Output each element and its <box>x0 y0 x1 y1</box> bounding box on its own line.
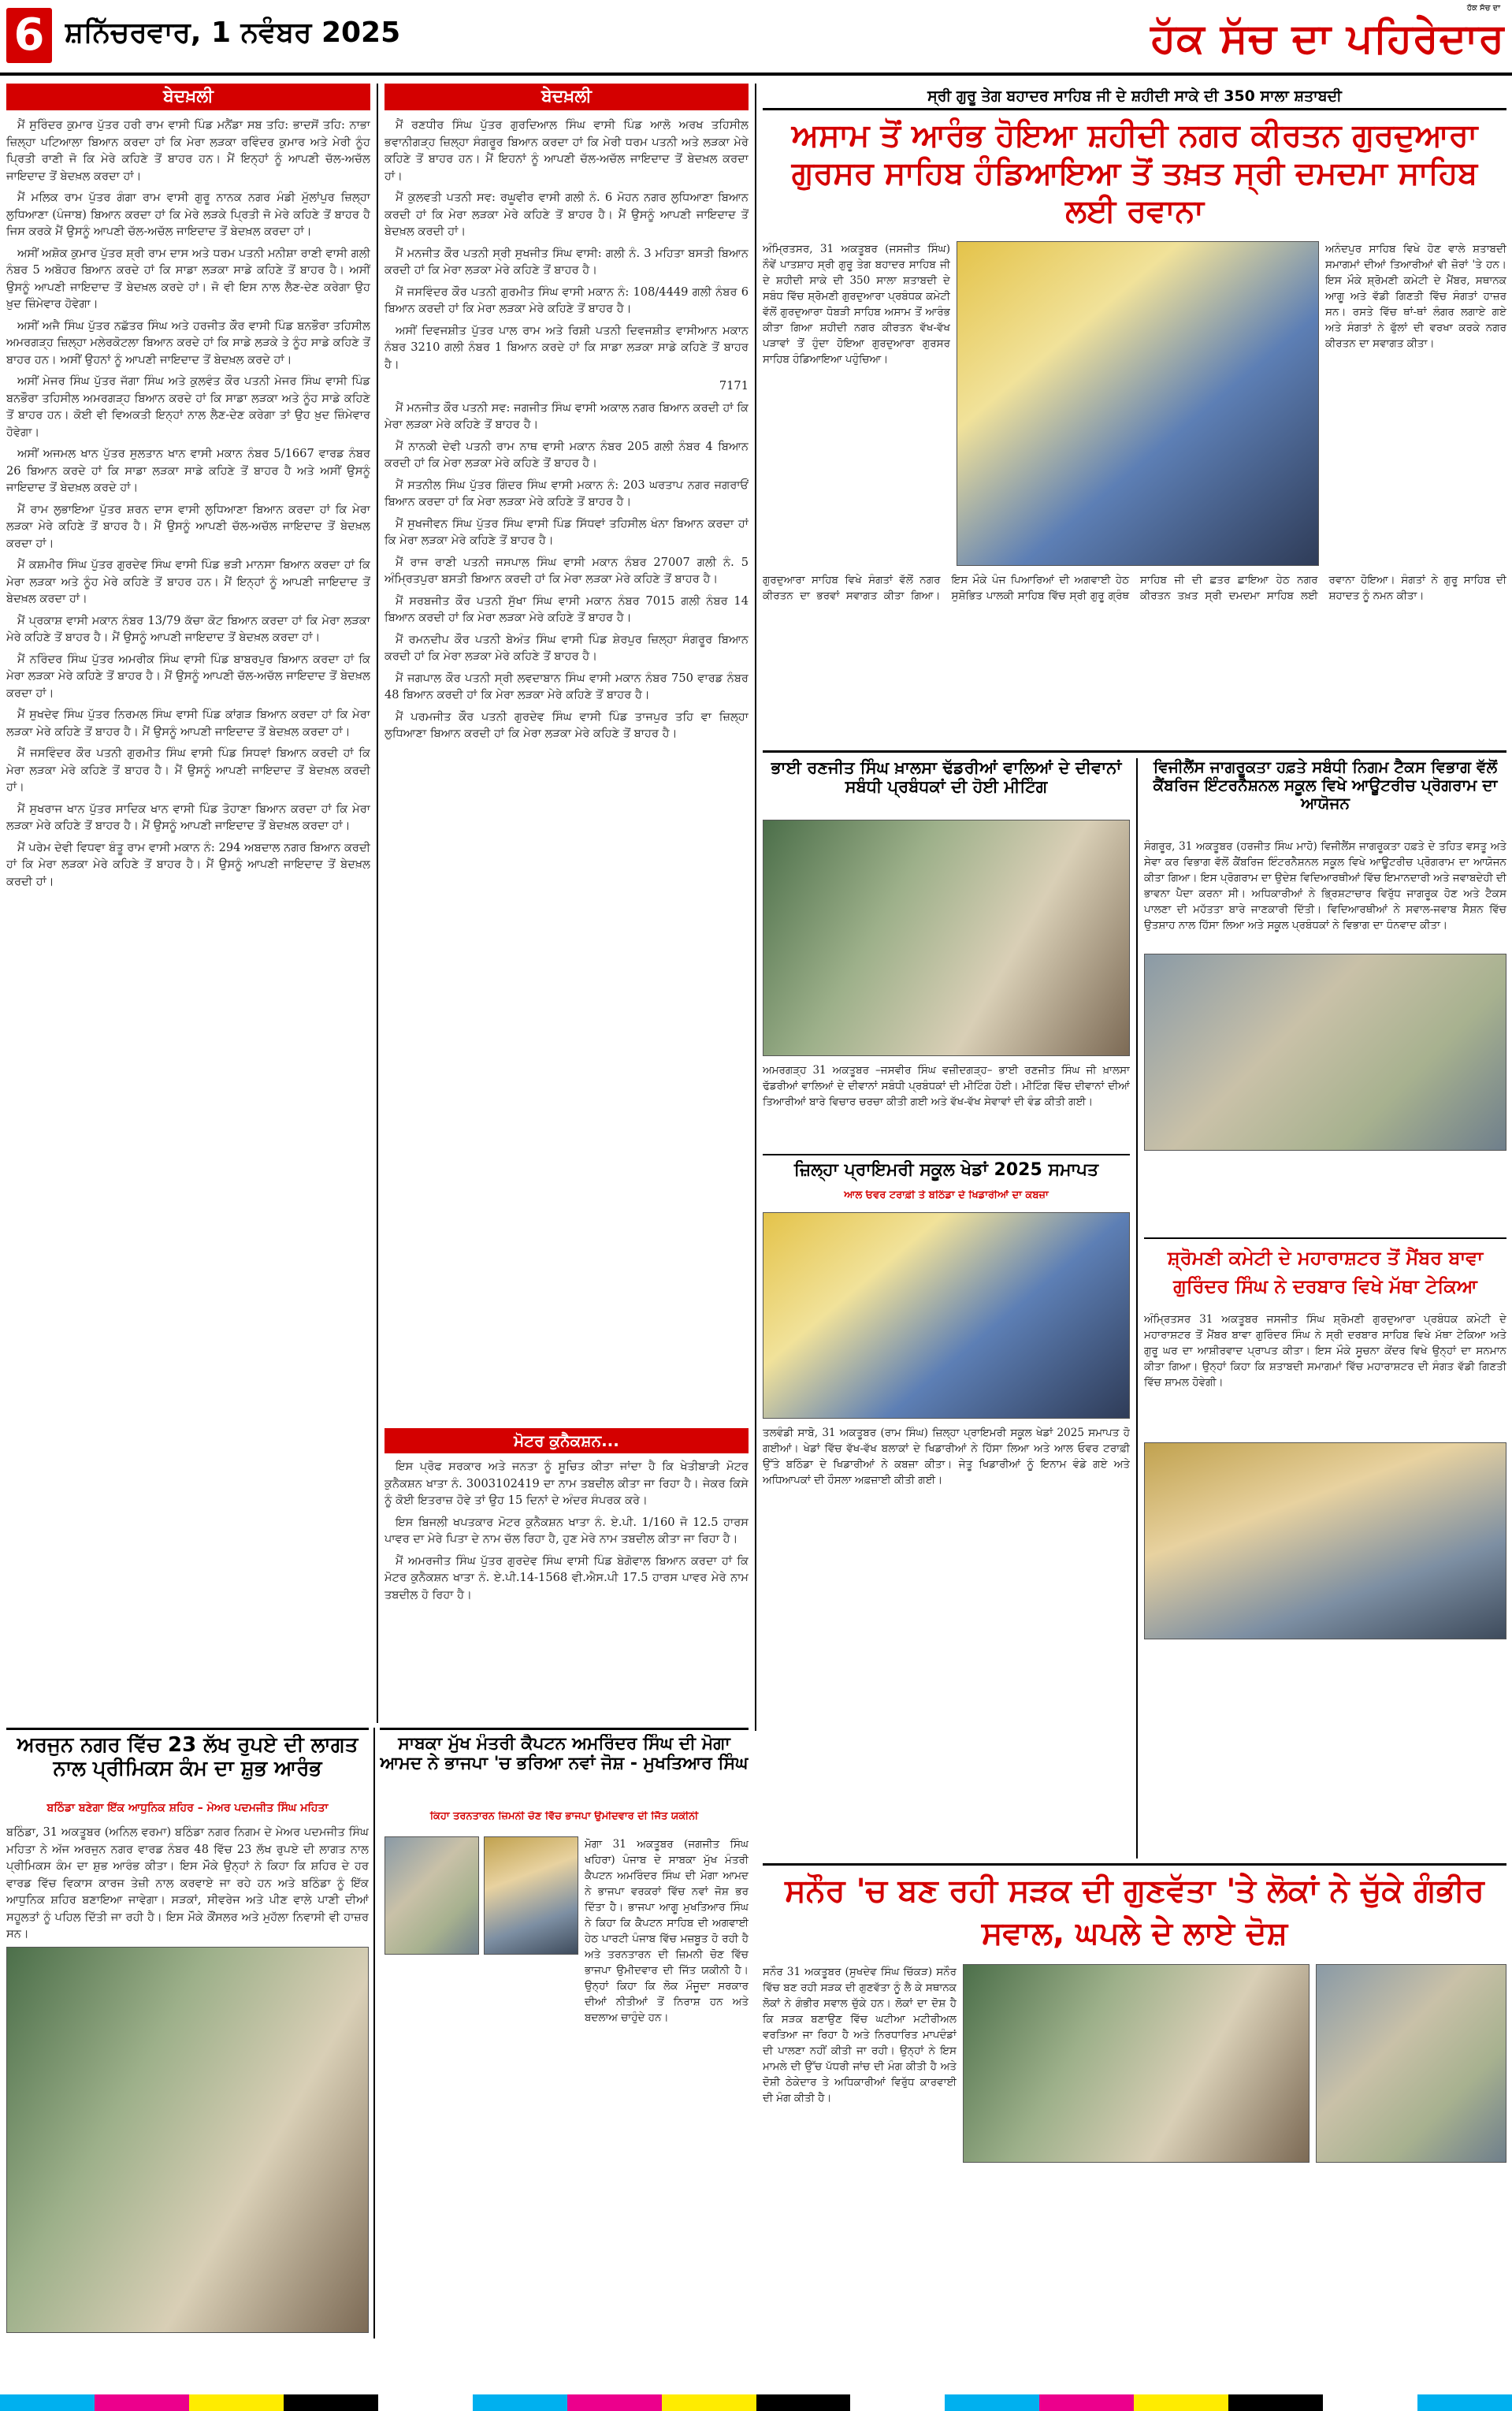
sgpc-body: ਅੰਮ੍ਰਿਤਸਰ 31 ਅਕਤੂਬਰ ਜਸਜੀਤ ਸਿੰਘ ਸ਼੍ਰੋਮਣੀ ਗੁਰਦੁਆਰਾ ਪ੍ਰਬੰਧਕ ਕਮੇਟੀ ਦੇ ਮਹਾਰਾਸ਼ਟਰ ਤੋਂ ਮੈਂਬਰ ਬਾਵਾ ਗੁਰਿੰਦਰ ਸਿੰਘ ਨੇ ਸ੍ਰੀ ਦਰਬਾਰ ਸਾਹਿਬ ਵਿਖੇ ਮੱਥਾ ਟੇਕਿਆ ਅਤੇ ਗੁਰੂ ਘਰ ਦਾ ਆਸ਼ੀਰਵਾਦ ਪ੍ਰਾਪਤ ਕੀਤਾ। ਇਸ ਮੌਕੇ ਸੂਚਨਾ ਕੇਂਦਰ ਵਿਖੇ ਉਨ੍ਹਾਂ ਦਾ ਸਨਮਾਨ ਕੀਤਾ ਗਿਆ। ਉਨ੍ਹਾਂ ਕਿਹਾ ਕਿ ਸ਼ਤਾਬਦੀ ਸਮਾਗਮਾਂ ਵਿੱਚ ਮਹਾਰਾਸ਼ਟਰ ਦੀ ਸੰਗਤ ਵੱਡੀ ਗਿਣਤੀ ਵਿੱਚ ਸ਼ਾਮਲ ਹੋਵੇਗੀ। <box>1144 1313 1506 1389</box>
arjun-body: ਬਠਿੰਡਾ, 31 ਅਕਤੂਬਰ (ਅਨਿਲ ਵਰਮਾ) ਬਠਿੰਡਾ ਨਗਰ ਨਿਗਮ ਦੇ ਮੇਅਰ ਪਦਮਜੀਤ ਸਿੰਘ ਮਹਿਤਾ ਨੇ ਅੱਜ ਅਰਜੁਨ ਨਗਰ ਵਾਰਡ ਨੰਬਰ 48 ਵਿੱਚ 23 ਲੱਖ ਰੁਪਏ ਦੀ ਲਾਗਤ ਨਾਲ ਪ੍ਰੀਮਿਕਸ ਕੰਮ ਦਾ ਸ਼ੁਭ ਆਰੰਭ ਕੀਤਾ। ਇਸ ਮੌਕੇ ਉਨ੍ਹਾਂ ਨੇ ਕਿਹਾ ਕਿ ਸ਼ਹਿਰ ਦੇ ਹਰ ਵਾਰਡ ਵਿੱਚ ਵਿਕਾਸ ਕਾਰਜ ਤੇਜ਼ੀ ਨਾਲ ਕਰਵਾਏ ਜਾ ਰਹੇ ਹਨ ਅਤੇ ਬਠਿੰਡਾ ਨੂੰ ਇੱਕ ਆਧੁਨਿਕ ਸ਼ਹਿਰ ਬਣਾਇਆ ਜਾਵੇਗਾ। ਸੜਕਾਂ, ਸੀਵਰੇਜ ਅਤੇ ਪੀਣ ਵਾਲੇ ਪਾਣੀ ਦੀਆਂ ਸਹੂਲਤਾਂ ਨੂੰ ਪਹਿਲ ਦਿੱਤੀ ਜਾ ਰਹੀ ਹੈ। ਇਸ ਮੌਕੇ ਕੌਂਸਲਰ ਅਤੇ ਮੁਹੱਲਾ ਨਿਵਾਸੀ ਵੀ ਹਾਜ਼ਰ ਸਨ। <box>6 1825 369 1940</box>
captain-photo-1 <box>385 1836 479 1955</box>
masthead: ਹੱਕ ਸੱਚ ਦਾ ਪਹਿਰੇਦਾਰ <box>1150 14 1505 62</box>
header-bar <box>0 0 1512 73</box>
motor-heading: ਮੋਟਰ ਕੁਨੈਕਸ਼ਨ... <box>385 1428 749 1453</box>
section-rule <box>763 1154 1130 1155</box>
notice-item: ਮੈਂ ਕੁਲਵਤੀ ਪਤਨੀ ਸਵ: ਰਘੂਵੀਰ ਵਾਸੀ ਗਲੀ ਨੰ. 6 ਮੋਹਨ ਨਗਰ ਲੁਧਿਆਣਾ ਬਿਆਨ ਕਰਦੀ ਹਾਂ ਕਿ ਮੇਰਾ ਲੜਕਾ ਮੇਰੇ ਕਹਿਣੇ ਤੋਂ ਬਾਹਰ ਹੈ। ਮੈਂ ਉਸਨੂੰ ਆਪਣੀ ਜਾਇਦਾਦ ਤੋਂ ਬੇਦਖ਼ਲ ਕਰਦੀ ਹਾਂ। <box>385 191 749 238</box>
col-divider <box>1136 758 1138 1858</box>
notice-item: ਮੈਂ ਮਲਿਕ ਰਾਮ ਪੁੱਤਰ ਗੰਗਾ ਰਾਮ ਵਾਸੀ ਗੁਰੂ ਨਾਨਕ ਨਗਰ ਮੰਡੀ ਮੁੱਲਾਂਪੁਰ ਜ਼ਿਲ੍ਹਾ ਲੁਧਿਆਣਾ (ਪੰਜਾਬ) ਬਿਆਨ ਕਰਦਾ ਹਾਂ ਕਿ ਮੇਰੇ ਲੜਕੇ ਪ੍ਰਿਤੀ ਜੋ ਮੇਰੇ ਕਹਿਣੇ ਤੋਂ ਬਾਹਰ ਹੈ ਜਿਸ ਕਰਕੇ ਮੈਂ ਉਸਨੂੰ ਆਪਣੀ ਚੱਲ-ਅਚੱਲ ਜਾਇਦਾਦ ਤੋਂ ਬੇਦਖ਼ਲ ਕਰਦਾ ਹਾਂ। <box>6 191 370 238</box>
notice-item: ਮੈਂ ਰਾਜ ਰਾਣੀ ਪਤਨੀ ਜਸਪਾਲ ਸਿੰਘ ਵਾਸੀ ਮਕਾਨ ਨੰਬਰ 27007 ਗਲੀ ਨੰ. 5 ਅੰਮ੍ਰਿਤਪੁਰਾ ਬਸਤੀ ਬਿਆਨ ਕਰਦੀ ਹਾਂ ਕਿ ਮੇਰਾ ਲੜਕਾ ਮੇਰੇ ਕਹਿਣੇ ਤੋਂ ਬਾਹਰ ਹੈ। <box>385 555 749 586</box>
assam-headline: ਅਸਾਮ ਤੋਂ ਆਰੰਭ ਹੋਇਆ ਸ਼ਹੀਦੀ ਨਗਰ ਕੀਰਤਨ ਗੁਰਦੁਆਰਾ ਗੁਰਸਰ ਸਾਹਿਬ ਹੰਡਿਆਇਆ ਤੋਂ ਤਖ਼ਤ ਸ੍ਰੀ ਦਮਦਮਾ ਸਾਹਿਬ ਲਈ ਰਵਾਨਾ <box>791 117 1478 229</box>
notice-item: ਅਸੀਂ ਅਸ਼ੋਕ ਕੁਮਾਰ ਪੁੱਤਰ ਸ਼੍ਰੀ ਰਾਮ ਦਾਸ ਅਤੇ ਧਰਮ ਪਤਨੀ ਮਨੀਸ਼ਾ ਰਾਣੀ ਵਾਸੀ ਗਲੀ ਨੰਬਰ 5 ਅਬੋਹਰ ਬਿਆਨ ਕਰਦੇ ਹਾਂ ਕਿ ਸਾਡਾ ਲੜਕਾ ਸਾਡੇ ਕਹਿਣੇ ਤੋਂ ਬਾਹਰ ਹੈ। ਅਸੀਂ ਉਸਨੂੰ ਆਪਣੀ ਜਾਇਦਾਦ ਤੋਂ ਬੇਦਖ਼ਲ ਕਰਦੇ ਹਾਂ। ਜੋ ਵੀ ਇਸ ਨਾਲ ਲੈਣ-ਦੇਣ ਕਰੇਗਾ ਉਹ ਖ਼ੁਦ ਜ਼ਿੰਮੇਵਾਰ ਹੋਵੇਗਾ। <box>6 246 370 311</box>
notice-item: ਮੈਂ ਜਸਵਿੰਦਰ ਕੌਰ ਪਤਨੀ ਗੁਰਮੀਤ ਸਿੰਘ ਵਾਸੀ ਪਿੰਡ ਸਿਧਵਾਂ ਬਿਆਨ ਕਰਦੀ ਹਾਂ ਕਿ ਮੇਰਾ ਲੜਕਾ ਮੇਰੇ ਕਹਿਣੇ ਤੋਂ ਬਾਹਰ ਹੈ। ਮੈਂ ਉਸਨੂੰ ਆਪਣੀ ਜਾਇਦਾਦ ਤੋਂ ਬੇਦਖ਼ਲ ਕਰਦੀ ਹਾਂ। <box>6 746 370 794</box>
notice-item: ਮੈਂ ਨਰਿੰਦਰ ਸਿੰਘ ਪੁੱਤਰ ਅਮਰੀਕ ਸਿੰਘ ਵਾਸੀ ਪਿੰਡ ਬਾਬਰਪੁਰ ਬਿਆਨ ਕਰਦਾ ਹਾਂ ਕਿ ਮੇਰਾ ਲੜਕਾ ਮੇਰੇ ਕਹਿਣੇ ਤੋਂ ਬਾਹਰ ਹੈ। ਮੈਂ ਉਸਨੂੰ ਆਪਣੀ ਚੱਲ-ਅਚੱਲ ਜਾਇਦਾਦ ਤੋਂ ਬੇਦਖ਼ਲ ਕਰਦਾ ਹਾਂ। <box>6 652 370 700</box>
notice-item: ਮੈਂ ਸੁਖਰਾਜ ਖਾਨ ਪੁੱਤਰ ਸਾਦਿਕ ਖਾਨ ਵਾਸੀ ਪਿੰਡ ਤੋਹਾਣਾ ਬਿਆਨ ਕਰਦਾ ਹਾਂ ਕਿ ਮੇਰਾ ਲੜਕਾ ਮੇਰੇ ਕਹਿਣੇ ਤੋਂ ਬਾਹਰ ਹੈ। ਮੈਂ ਉਸਨੂੰ ਆਪਣੀ ਜਾਇਦਾਦ ਤੋਂ ਬੇਦਖ਼ਲ ਕਰਦਾ ਹਾਂ। <box>6 802 370 832</box>
notice-item: ਮੈਂ ਪਰਮਜੀਤ ਕੌਰ ਪਤਨੀ ਗੁਰਦੇਵ ਸਿੰਘ ਵਾਸੀ ਪਿੰਡ ਤਾਜਪੁਰ ਤਹਿ ਵਾ ਜ਼ਿਲ੍ਹਾ ਲੁਧਿਆਣਾ ਬਿਆਨ ਕਰਦੀ ਹਾਂ ਕਿ ਮੇਰਾ ਲੜਕਾ ਮੇਰੇ ਕਹਿਣੇ ਤੋਂ ਬਾਹਰ ਹੈ। <box>385 709 749 740</box>
assam-body-b: ਗੁਰਦੁਆਰਾ ਸਾਹਿਬ ਵਿਖੇ ਸੰਗਤਾਂ ਵੱਲੋਂ ਨਗਰ ਕੀਰਤਨ ਦਾ ਭਰਵਾਂ ਸਵਾਗਤ ਕੀਤਾ ਗਿਆ। ਇਸ ਮੌਕੇ ਪੰਜ ਪਿਆਰਿਆਂ ਦੀ ਅਗਵਾਈ ਹੇਠ ਸੁਸ਼ੋਭਿਤ ਪਾਲਕੀ ਸਾਹਿਬ ਵਿੱਚ ਸ੍ਰੀ ਗੁਰੂ ਗ੍ਰੰਥ ਸਾਹਿਬ ਜੀ ਦੀ ਛਤਰ ਛਾਇਆ ਹੇਠ ਨਗਰ ਕੀਰਤਨ ਤਖ਼ਤ ਸ੍ਰੀ ਦਮਦਮਾ ਸਾਹਿਬ ਲਈ ਰਵਾਨਾ ਹੋਇਆ। ਸੰਗਤਾਂ ਨੇ ਗੁਰੂ ਸਾਹਿਬ ਦੀ ਸ਼ਹਾਦਤ ਨੂੰ ਨਮਨ ਕੀਤਾ। <box>763 574 1506 602</box>
captain-subhead: ਕਿਹਾ ਤਰਨਤਾਰਨ ਜ਼ਿਮਨੀ ਚੋਣ ਵਿੱਚ ਭਾਜਪਾ ਉਮੀਦਵਾਰ ਦੀ ਜਿੱਤ ਯਕੀਨੀ <box>429 1811 699 1822</box>
sanaur-photo-2 <box>1316 1964 1506 2163</box>
notice-item: ਮੈਂ ਕਸ਼ਮੀਰ ਸਿੰਘ ਪੁੱਤਰ ਗੁਰਦੇਵ ਸਿੰਘ ਵਾਸੀ ਪਿੰਡ ਭੜੀ ਮਾਨਸਾ ਬਿਆਨ ਕਰਦਾ ਹਾਂ ਕਿ ਮੇਰਾ ਲੜਕਾ ਅਤੇ ਨੂੰਹ ਮੇਰੇ ਕਹਿਣੇ ਤੋਂ ਬਾਹਰ ਹਨ। ਮੈਂ ਇਨ੍ਹਾਂ ਨੂੰ ਆਪਣੀ ਜਾਇਦਾਦ ਤੋਂ ਬੇਦਖ਼ਲ ਕਰਦਾ ਹਾਂ। <box>6 558 370 605</box>
notice-item: ਅਸੀਂ ਅਜੈ ਸਿੰਘ ਪੁੱਤਰ ਨਛੱਤਰ ਸਿੰਘ ਅਤੇ ਹਰਜੀਤ ਕੌਰ ਵਾਸੀ ਪਿੰਡ ਬਨਭੌਰਾ ਤਹਿਸੀਲ ਅਮਰਗੜ੍ਹ ਜ਼ਿਲ੍ਹਾ ਮਲੇਰਕੋਟਲਾ ਬਿਆਨ ਕਰਦੇ ਹਾਂ ਕਿ ਸਾਡੇ ਲੜਕੇ ਤੇ ਨੂੰਹ ਸਾਡੇ ਕਹਿਣੇ ਤੋਂ ਬਾਹਰ ਹਨ। ਅਸੀਂ ਉਹਨਾਂ ਨੂੰ ਆਪਣੀ ਜਾਇਦਾਦ ਤੋਂ ਬੇਦਖ਼ਲ ਕਰਦੇ ਹਾਂ। <box>6 318 370 366</box>
school-headline: ਜ਼ਿਲ੍ਹਾ ਪ੍ਰਾਇਮਰੀ ਸਕੂਲ ਖੇਡਾਂ 2025 ਸਮਾਪਤ <box>793 1160 1099 1180</box>
section-rule <box>763 1863 1506 1866</box>
section-rule <box>6 1728 369 1730</box>
print-strip <box>0 2394 1512 2411</box>
notice-item: ਮੈਂ ਨਾਨਕੀ ਦੇਵੀ ਪਤਨੀ ਰਾਮ ਨਾਥ ਵਾਸੀ ਮਕਾਨ ਨੰਬਰ 205 ਗਲੀ ਨੰਬਰ 4 ਬਿਆਨ ਕਰਦੀ ਹਾਂ ਕਿ ਮੇਰਾ ਲੜਕਾ ਮੇਰੇ ਕਹਿਣੇ ਤੋਂ ਬਾਹਰ ਹੈ। <box>385 439 749 470</box>
notice-item: ਮੈਂ ਅਮਰਜੀਤ ਸਿੰਘ ਪੁੱਤਰ ਗੁਰਦੇਵ ਸਿੰਘ ਵਾਸੀ ਪਿੰਡ ਬੇਗੋਵਾਲ ਬਿਆਨ ਕਰਦਾ ਹਾਂ ਕਿ ਮੋਟਰ ਕੁਨੈਕਸ਼ਨ ਖਾਤਾ ਨੰ. ਏ.ਪੀ.14-1568 ਵੀ.ਐਸ.ਪੀ 17.5 ਹਾਰਸ ਪਾਵਰ ਮੇਰੇ ਨਾਮ ਤਬਦੀਲ ਹੋ ਰਿਹਾ ਹੈ। <box>385 1553 749 1602</box>
page-number: 6 <box>6 8 52 63</box>
top-banner: ਸ੍ਰੀ ਗੁਰੂ ਤੇਗ ਬਹਾਦਰ ਸਾਹਿਬ ਜੀ ਦੇ ਸ਼ਹੀਦੀ ਸਾਕੇ ਦੀ 350 ਸਾਲਾ ਸ਼ਤਾਬਦੀ <box>763 82 1506 110</box>
masthead-tag: ਹੱਕ ਸੱਚ ਦਾ <box>1466 4 1501 13</box>
header-rule <box>0 73 1512 76</box>
col1-heading: ਬੇਦਖ਼ਲੀ <box>6 84 370 110</box>
notice-item: ਮੈਂ ਜਸਵਿੰਦਰ ਕੌਰ ਪਤਨੀ ਗੁਰਮੀਤ ਸਿੰਘ ਵਾਸੀ ਮਕਾਨ ਨੰ: 108/4449 ਗਲੀ ਨੰਬਰ 6 ਬਿਆਨ ਕਰਦੀ ਹਾਂ ਕਿ ਮੇਰਾ ਲੜਕਾ ਮੇਰੇ ਕਹਿਣੇ ਤੋਂ ਬਾਹਰ ਹੈ। <box>385 285 749 315</box>
assam-body-a: ਅੰਮ੍ਰਿਤਸਰ, 31 ਅਕਤੂਬਰ (ਜਸਜੀਤ ਸਿੰਘ) ਨੌਵੇਂ ਪਾਤਸ਼ਾਹ ਸ੍ਰੀ ਗੁਰੂ ਤੇਗ ਬਹਾਦਰ ਸਾਹਿਬ ਜੀ ਦੇ ਸ਼ਹੀਦੀ ਸਾਕੇ ਦੀ 350 ਸਾਲਾ ਸ਼ਤਾਬਦੀ ਦੇ ਸਬੰਧ ਵਿੱਚ ਸ਼੍ਰੋਮਣੀ ਗੁਰਦੁਆਰਾ ਪ੍ਰਬੰਧਕ ਕਮੇਟੀ ਵੱਲੋਂ ਗੁਰਦੁਆਰਾ ਧੋਬੜੀ ਸਾਹਿਬ ਅਸਾਮ ਤੋਂ ਆਰੰਭ ਕੀਤਾ ਗਿਆ ਸ਼ਹੀਦੀ ਨਗਰ ਕੀਰਤਨ ਵੱਖ-ਵੱਖ ਪੜਾਵਾਂ ਤੋਂ ਹੁੰਦਾ ਹੋਇਆ ਗੁਰਦੁਆਰਾ ਗੁਰਸਰ ਸਾਹਿਬ ਹੰਡਿਆਇਆ ਪਹੁੰਚਿਆ। <box>763 243 950 366</box>
vigilance-headline: ਵਿਜੀਲੈਂਸ ਜਾਗਰੂਕਤਾ ਹਫ਼ਤੇ ਸਬੰਧੀ ਨਿਗਮ ਟੈਕਸ ਵਿਭਾਗ ਵੱਲੋਂ ਕੈਂਬਰਿਜ ਇੰਟਰਨੈਸ਼ਨਲ ਸਕੂਲ ਵਿਖੇ ਆਊਟਰੀਚ ਪ੍ਰੋਗਰਾਮ ਦਾ ਆਯੋਜਨ <box>1153 758 1498 813</box>
col-divider <box>755 84 756 1731</box>
arjun-subhead: ਬਠਿੰਡਾ ਬਣੇਗਾ ਇੱਕ ਆਧੁਨਿਕ ਸ਼ਹਿਰ – ਮੇਅਰ ਪਦਮਜੀਤ ਸਿੰਘ ਮਹਿਤਾ <box>46 1802 329 1814</box>
notice-item: ਮੈਂ ਸੁਖਦੇਵ ਸਿੰਘ ਪੁੱਤਰ ਨਿਰਮਲ ਸਿੰਘ ਵਾਸੀ ਪਿੰਡ ਕਾਂਗੜ ਬਿਆਨ ਕਰਦਾ ਹਾਂ ਕਿ ਮੇਰਾ ਲੜਕਾ ਮੇਰੇ ਕਹਿਣੇ ਤੋਂ ਬਾਹਰ ਹੈ। ਮੈਂ ਉਸਨੂੰ ਆਪਣੀ ਜਾਇਦਾਦ ਤੋਂ ਬੇਦਖ਼ਲ ਕਰਦਾ ਹਾਂ। <box>6 708 370 739</box>
notice-item: ਮੈਂ ਰਮਨਦੀਪ ਕੌਰ ਪਤਨੀ ਬੇਅੰਤ ਸਿੰਘ ਵਾਸੀ ਪਿੰਡ ਸ਼ੇਰਪੁਰ ਜ਼ਿਲ੍ਹਾ ਸੰਗਰੂਰ ਬਿਆਨ ਕਰਦੀ ਹਾਂ ਕਿ ਮੇਰਾ ਲੜਕਾ ਮੇਰੇ ਕਹਿਣੇ ਤੋਂ ਬਾਹਰ ਹੈ। <box>385 632 749 663</box>
sgpc-headline: ਸ਼੍ਰੋਮਣੀ ਕਮੇਟੀ ਦੇ ਮਹਾਰਾਸ਼ਟਰ ਤੋਂ ਮੈਂਬਰ ਬਾਵਾ ਗੁਰਿੰਦਰ ਸਿੰਘ ਨੇ ਦਰਬਾਰ ਵਿਖੇ ਮੱਥਾ ਟੇਕਿਆ <box>1167 1247 1484 1297</box>
school-subhead: ਆਲ ਓਵਰ ਟਰਾਫ਼ੀ ਤੇ ਬਠਿੰਡਾ ਦੇ ਖਿਡਾਰੀਆਂ ਦਾ ਕਬਜ਼ਾ <box>844 1190 1049 1201</box>
sanaur-body: ਸਨੌਰ 31 ਅਕਤੂਬਰ (ਸੁਖਦੇਵ ਸਿੰਘ ਚਿੱਕੜ) ਸਨੌਰ ਵਿੱਚ ਬਣ ਰਹੀ ਸੜਕ ਦੀ ਗੁਣਵੱਤਾ ਨੂੰ ਲੈ ਕੇ ਸਥਾਨਕ ਲੋਕਾਂ ਨੇ ਗੰਭੀਰ ਸਵਾਲ ਚੁੱਕੇ ਹਨ। ਲੋਕਾਂ ਦਾ ਦੋਸ਼ ਹੈ ਕਿ ਸੜਕ ਬਣਾਉਣ ਵਿੱਚ ਘਟੀਆ ਮਟੀਰੀਅਲ ਵਰਤਿਆ ਜਾ ਰਿਹਾ ਹੈ ਅਤੇ ਨਿਰਧਾਰਿਤ ਮਾਪਦੰਡਾਂ ਦੀ ਪਾਲਣਾ ਨਹੀਂ ਕੀਤੀ ਜਾ ਰਹੀ। ਉਨ੍ਹਾਂ ਨੇ ਇਸ ਮਾਮਲੇ ਦੀ ਉੱਚ ਪੱਧਰੀ ਜਾਂਚ ਦੀ ਮੰਗ ਕੀਤੀ ਹੈ ਅਤੇ ਦੋਸ਼ੀ ਠੇਕੇਦਾਰ ਤੇ ਅਧਿਕਾਰੀਆਂ ਵਿਰੁੱਧ ਕਾਰਵਾਈ ਦੀ ਮੰਗ ਕੀਤੀ ਹੈ। <box>763 1966 957 2104</box>
arjun-headline: ਅਰਜੁਨ ਨਗਰ ਵਿੱਚ 23 ਲੱਖ ਰੁਪਏ ਦੀ ਲਾਗਤ ਨਾਲ ਪ੍ਰੀਮਿਕਸ ਕੰਮ ਦਾ ਸ਼ੁਭ ਆਰੰਭ <box>17 1734 358 1780</box>
notice-item: ਮੈਂ ਪਰੇਮ ਦੇਵੀ ਵਿਧਵਾ ਬੰਤੂ ਰਾਮ ਵਾਸੀ ਮਕਾਨ ਨੰ: 294 ਅਬਦਾਲ ਨਗਰ ਬਿਆਨ ਕਰਦੀ ਹਾਂ ਕਿ ਮੇਰਾ ਲੜਕਾ ਮੇਰੇ ਕਹਿਣੇ ਤੋਂ ਬਾਹਰ ਹੈ। ਮੈਂ ਉਸਨੂੰ ਆਪਣੀ ਜਾਇਦਾਦ ਤੋਂ ਬੇਦਖ਼ਲ ਕਰਦੀ ਹਾਂ। <box>6 840 370 888</box>
captain-body: ਮੋਗਾ 31 ਅਕਤੂਬਰ (ਜਗਜੀਤ ਸਿੰਘ ਖਹਿਰਾ) ਪੰਜਾਬ ਦੇ ਸਾਬਕਾ ਮੁੱਖ ਮੰਤਰੀ ਕੈਪਟਨ ਅਮਰਿੰਦਰ ਸਿੰਘ ਦੀ ਮੋਗਾ ਆਮਦ ਨੇ ਭਾਜਪਾ ਵਰਕਰਾਂ ਵਿੱਚ ਨਵਾਂ ਜੋਸ਼ ਭਰ ਦਿੱਤਾ ਹੈ। ਭਾਜਪਾ ਆਗੂ ਮੁਖਤਿਆਰ ਸਿੰਘ ਨੇ ਕਿਹਾ ਕਿ ਕੈਪਟਨ ਸਾਹਿਬ ਦੀ ਅਗਵਾਈ ਹੇਠ ਪਾਰਟੀ ਪੰਜਾਬ ਵਿੱਚ ਮਜ਼ਬੂਤ ਹੋ ਰਹੀ ਹੈ ਅਤੇ ਤਰਨਤਾਰਨ ਦੀ ਜ਼ਿਮਨੀ ਚੋਣ ਵਿੱਚ ਭਾਜਪਾ ਉਮੀਦਵਾਰ ਦੀ ਜਿੱਤ ਯਕੀਨੀ ਹੈ। ਉਨ੍ਹਾਂ ਕਿਹਾ ਕਿ ਲੋਕ ਮੌਜੂਦਾ ਸਰਕਾਰ ਦੀਆਂ ਨੀਤੀਆਂ ਤੋਂ ਨਿਰਾਸ਼ ਹਨ ਅਤੇ ਬਦਲਾਅ ਚਾਹੁੰਦੇ ਹਨ। <box>585 1838 749 2024</box>
arjun-photo <box>6 1947 369 2333</box>
section-rule <box>380 1728 749 1730</box>
ranjit-photo <box>763 820 1130 1056</box>
col-divider <box>377 84 378 1723</box>
notice-item: ਮੈਂ ਪ੍ਰਕਾਸ਼ ਵਾਸੀ ਮਕਾਨ ਨੰਬਰ 13/79 ਕੱਚਾ ਕੋਟ ਬਿਆਨ ਕਰਦਾ ਹਾਂ ਕਿ ਮੇਰਾ ਲੜਕਾ ਮੇਰੇ ਕਹਿਣੇ ਤੋਂ ਬਾਹਰ ਹੈ। ਮੈਂ ਉਸਨੂੰ ਆਪਣੀ ਜਾਇਦਾਦ ਤੋਂ ਬੇਦਖ਼ਲ ਕਰਦਾ ਹਾਂ। <box>6 613 370 644</box>
notice-item: ਮੈਂ ਜਗਪਾਲ ਕੌਰ ਪਤਨੀ ਸ੍ਰੀ ਲਵਦਾਬਾਨ ਸਿੰਘ ਵਾਸੀ ਮਕਾਨ ਨੰਬਰ 750 ਵਾਰਡ ਨੰਬਰ 48 ਬਿਆਨ ਕਰਦੀ ਹਾਂ ਕਿ ਮੇਰਾ ਲੜਕਾ ਮੇਰੇ ਕਹਿਣੇ ਤੋਂ ਬਾਹਰ ਹੈ। <box>385 671 749 701</box>
assam-body-c: ਅਨੰਦਪੁਰ ਸਾਹਿਬ ਵਿਖੇ ਹੋਣ ਵਾਲੇ ਸ਼ਤਾਬਦੀ ਸਮਾਗਮਾਂ ਦੀਆਂ ਤਿਆਰੀਆਂ ਵੀ ਜ਼ੋਰਾਂ 'ਤੇ ਹਨ। ਇਸ ਮੌਕੇ ਸ਼੍ਰੋਮਣੀ ਕਮੇਟੀ ਦੇ ਮੈਂਬਰ, ਸਥਾਨਕ ਆਗੂ ਅਤੇ ਵੱਡੀ ਗਿਣਤੀ ਵਿੱਚ ਸੰਗਤਾਂ ਹਾਜ਼ਰ ਸਨ। ਰਸਤੇ ਵਿੱਚ ਥਾਂ-ਥਾਂ ਲੰਗਰ ਲਗਾਏ ਗਏ ਅਤੇ ਸੰਗਤਾਂ ਨੇ ਫੁੱਲਾਂ ਦੀ ਵਰਖਾ ਕਰਕੇ ਨਗਰ ਕੀਰਤਨ ਦਾ ਸਵਾਗਤ ਕੀਤਾ। <box>1325 243 1506 350</box>
notice-number: 7171 <box>719 379 749 393</box>
issue-date: ਸ਼ਨਿੱਚਰਵਾਰ, 1 ਨਵੰਬਰ 2025 <box>65 17 401 49</box>
notice-item: ਮੈਂ ਮਨਜੀਤ ਕੌਰ ਪਤਨੀ ਸਵ: ਜਗਜੀਤ ਸਿੰਘ ਵਾਸੀ ਅਕਾਲ ਨਗਰ ਬਿਆਨ ਕਰਦੀ ਹਾਂ ਕਿ ਮੇਰਾ ਲੜਕਾ ਮੇਰੇ ਕਹਿਣੇ ਤੋਂ ਬਾਹਰ ਹੈ। <box>385 400 749 431</box>
school-photo <box>763 1212 1130 1419</box>
vigilance-photo <box>1144 954 1506 1151</box>
sanaur-headline: ਸਨੌਰ 'ਚ ਬਣ ਰਹੀ ਸੜਕ ਦੀ ਗੁਣਵੱਤਾ 'ਤੇ ਲੋਕਾਂ ਨੇ ਚੁੱਕੇ ਗੰਭੀਰ ਸਵਾਲ, ਘਪਲੇ ਦੇ ਲਾਏ ਦੋਸ਼ <box>785 1873 1484 1951</box>
ranjit-headline: ਭਾਈ ਰਣਜੀਤ ਸਿੰਘ ਖ਼ਾਲਸਾ ਢੱਡਰੀਆਂ ਵਾਲਿਆਂ ਦੇ ਦੀਵਾਨਾਂ ਸਬੰਧੀ ਪ੍ਰਬੰਧਕਾਂ ਦੀ ਹੋਈ ਮੀਟਿੰਗ <box>771 758 1122 797</box>
captain-headline: ਸਾਬਕਾ ਮੁੱਖ ਮੰਤਰੀ ਕੈਪਟਨ ਅਮਰਿੰਦਰ ਸਿੰਘ ਦੀ ਮੋਗਾ ਆਮਦ ਨੇ ਭਾਜਪਾ 'ਚ ਭਰਿਆ ਨਵਾਂ ਜੋਸ਼ - ਮੁਖਤਿਆਰ ਸਿੰਘ <box>380 1734 749 1774</box>
notice-item: ਮੈਂ ਸੁਖਜੀਵਨ ਸਿੰਘ ਪੁੱਤਰ ਸਿੰਘ ਵਾਸੀ ਪਿੰਡ ਸਿੱਧਵਾਂ ਤਹਿਸੀਲ ਖੰਨਾ ਬਿਆਨ ਕਰਦਾ ਹਾਂ ਕਿ ਮੇਰਾ ਲੜਕਾ ਮੇਰੇ ਕਹਿਣੇ ਤੋਂ ਬਾਹਰ ਹੈ। <box>385 516 749 547</box>
col-divider <box>373 1728 375 2338</box>
captain-photo-2 <box>484 1836 578 1955</box>
notice-item: ਇਸ ਬਿਜਲੀ ਖਪਤਕਾਰ ਮੋਟਰ ਕੁਨੈਕਸ਼ਨ ਖਾਤਾ ਨੰ. ਏ.ਪੀ. 1/160 ਜੋ 12.5 ਹਾਰਸ ਪਾਵਰ ਦਾ ਮੇਰੇ ਪਿਤਾ ਦੇ ਨਾਮ ਚੱਲ ਰਿਹਾ ਹੈ, ਹੁਣ ਮੇਰੇ ਨਾਮ ਤਬਦੀਲ ਕੀਤਾ ਜਾ ਰਿਹਾ ਹੈ। <box>385 1515 749 1546</box>
notice-item: ਅਸੀਂ ਦਿਵਜਸ਼ੀਤ ਪੁੱਤਰ ਪਾਲ ਰਾਮ ਅਤੇ ਰਿਸ਼ੀ ਪਤਨੀ ਦਿਵਜਸ਼ੀਤ ਵਾਸੀਆਨ ਮਕਾਨ ਨੰਬਰ 3210 ਗਲੀ ਨੰਬਰ 1 ਬਿਆਨ ਕਰਦੇ ਹਾਂ ਕਿ ਸਾਡਾ ਲੜਕਾ ਸਾਡੇ ਕਹਿਣੇ ਤੋਂ ਬਾਹਰ ਹੈ। <box>385 323 749 371</box>
assam-photo <box>957 241 1319 566</box>
notice-item: ਮੈਂ ਮਨਜੀਤ ਕੌਰ ਪਤਨੀ ਸ੍ਰੀ ਸੁਖਜੀਤ ਸਿੰਘ ਵਾਸੀ: ਗਲੀ ਨੰ. 3 ਮਹਿਤਾ ਬਸਤੀ ਬਿਆਨ ਕਰਦੀ ਹਾਂ ਕਿ ਮੇਰਾ ਲੜਕਾ ਮੇਰੇ ਕਹਿਣੇ ਤੋਂ ਬਾਹਰ ਹੈ। <box>385 246 749 277</box>
col2-heading: ਬੇਦਖ਼ਲੀ <box>385 84 749 110</box>
notice-item: ਇਸ ਪ੍ਰੋਫ ਸਰਕਾਰ ਅਤੇ ਜਨਤਾ ਨੂੰ ਸੂਚਿਤ ਕੀਤਾ ਜਾਂਦਾ ਹੈ ਕਿ ਖੇਤੀਬਾੜੀ ਮੋਟਰ ਕੁਨੈਕਸ਼ਨ ਖਾਤਾ ਨੰ. 3003102419 ਦਾ ਨਾਮ ਤਬਦੀਲ ਕੀਤਾ ਜਾ ਰਿਹਾ ਹੈ। ਜੇਕਰ ਕਿਸੇ ਨੂੰ ਕੋਈ ਇਤਰਾਜ਼ ਹੋਵੇ ਤਾਂ ਉਹ 15 ਦਿਨਾਂ ਦੇ ਅੰਦਰ ਸੰਪਰਕ ਕਰੇ। <box>385 1460 749 1507</box>
notice-item: ਮੈਂ ਸੁਰਿੰਦਰ ਕੁਮਾਰ ਪੁੱਤਰ ਹਰੀ ਰਾਮ ਵਾਸੀ ਪਿੰਡ ਮਨੈਂਡਾ ਸਬ ਤਹਿ: ਭਾਦਸੋਂ ਤਹਿ: ਨਾਭਾ ਜ਼ਿਲ੍ਹਾ ਪਟਿਆਲਾ ਬਿਆਨ ਕਰਦਾ ਹਾਂ ਕਿ ਮੇਰਾ ਲੜਕਾ ਰਵਿੰਦਰ ਕੁਮਾਰ ਅਤੇ ਮੇਰੀ ਨੂੰਹ ਪ੍ਰਿਤੀ ਰਾਣੀ ਜੋ ਕਿ ਮੇਰੇ ਕਹਿਣੇ ਤੋਂ ਬਾਹਰ ਹਨ। ਮੈਂ ਇਨ੍ਹਾਂ ਨੂੰ ਆਪਣੀ ਚੱਲ-ਅਚੱਲ ਜਾਇਦਾਦ ਤੋਂ ਬੇਦਖ਼ਲ ਕਰਦਾ ਹਾਂ। <box>6 118 370 183</box>
vigilance-body: ਸੰਗਰੂਰ, 31 ਅਕਤੂਬਰ (ਹਰਜੀਤ ਸਿੰਘ ਮਾਹੋ) ਵਿਜੀਲੈਂਸ ਜਾਗਰੂਕਤਾ ਹਫ਼ਤੇ ਦੇ ਤਹਿਤ ਵਸਤੂ ਅਤੇ ਸੇਵਾ ਕਰ ਵਿਭਾਗ ਵੱਲੋਂ ਕੈਂਬਰਿਜ ਇੰਟਰਨੈਸ਼ਨਲ ਸਕੂਲ ਵਿਖੇ ਆਊਟਰੀਚ ਪ੍ਰੋਗਰਾਮ ਦਾ ਆਯੋਜਨ ਕੀਤਾ ਗਿਆ। ਇਸ ਪ੍ਰੋਗਰਾਮ ਦਾ ਉਦੇਸ਼ ਵਿਦਿਆਰਥੀਆਂ ਵਿੱਚ ਇਮਾਨਦਾਰੀ ਅਤੇ ਜਵਾਬਦੇਹੀ ਦੀ ਭਾਵਨਾ ਪੈਦਾ ਕਰਨਾ ਸੀ। ਅਧਿਕਾਰੀਆਂ ਨੇ ਭ੍ਰਿਸ਼ਟਾਚਾਰ ਵਿਰੁੱਧ ਜਾਗਰੂਕ ਹੋਣ ਅਤੇ ਟੈਕਸ ਪਾਲਣਾ ਦੀ ਮਹੱਤਤਾ ਬਾਰੇ ਜਾਣਕਾਰੀ ਦਿੱਤੀ। ਵਿਦਿਆਰਥੀਆਂ ਨੇ ਸਵਾਲ-ਜਵਾਬ ਸੈਸ਼ਨ ਵਿੱਚ ਉਤਸ਼ਾਹ ਨਾਲ ਹਿੱਸਾ ਲਿਆ ਅਤੇ ਸਕੂਲ ਪ੍ਰਬੰਧਕਾਂ ਨੇ ਵਿਭਾਗ ਦਾ ਧੰਨਵਾਦ ਕੀਤਾ। <box>1144 840 1506 932</box>
notice-item: ਮੈਂ ਰਣਧੀਰ ਸਿੰਘ ਪੁੱਤਰ ਗੁਰਦਿਆਲ ਸਿੰਘ ਵਾਸੀ ਪਿੰਡ ਆਲੋ ਅਰਖ ਤਹਿਸੀਲ ਭਵਾਨੀਗੜ੍ਹ ਜ਼ਿਲ੍ਹਾ ਸੰਗਰੂਰ ਬਿਆਨ ਕਰਦਾ ਹਾਂ ਕਿ ਮੇਰੀ ਧਰਮ ਪਤਨੀ ਅਤੇ ਲੜਕਾ ਮੇਰੇ ਕਹਿਣੇ ਤੋਂ ਬਾਹਰ ਹਨ। ਮੈਂ ਇਹਨਾਂ ਨੂੰ ਆਪਣੀ ਚੱਲ-ਅਚੱਲ ਜਾਇਦਾਦ ਤੋਂ ਬੇਦਖ਼ਲ ਕਰਦਾ ਹਾਂ। <box>385 118 749 183</box>
school-body: ਤਲਵੰਡੀ ਸਾਬੋ, 31 ਅਕਤੂਬਰ (ਰਾਮ ਸਿੰਘ) ਜ਼ਿਲ੍ਹਾ ਪ੍ਰਾਇਮਰੀ ਸਕੂਲ ਖੇਡਾਂ 2025 ਸਮਾਪਤ ਹੋ ਗਈਆਂ। ਖੇਡਾਂ ਵਿੱਚ ਵੱਖ-ਵੱਖ ਬਲਾਕਾਂ ਦੇ ਖਿਡਾਰੀਆਂ ਨੇ ਹਿੱਸਾ ਲਿਆ ਅਤੇ ਆਲ ਓਵਰ ਟਰਾਫ਼ੀ ਉੱਤੇ ਬਠਿੰਡਾ ਦੇ ਖਿਡਾਰੀਆਂ ਨੇ ਕਬਜ਼ਾ ਕੀਤਾ। ਜੇਤੂ ਖਿਡਾਰੀਆਂ ਨੂੰ ਇਨਾਮ ਵੰਡੇ ਗਏ ਅਤੇ ਅਧਿਆਪਕਾਂ ਦੀ ਹੌਸਲਾ ਅਫ਼ਜ਼ਾਈ ਕੀਤੀ ਗਈ। <box>763 1427 1130 1486</box>
sgpc-photo <box>1144 1442 1506 1639</box>
notice-item: ਮੈਂ ਸਤਨੀਲ ਸਿੰਘ ਪੁੱਤਰ ਗਿੰਦਰ ਸਿੰਘ ਵਾਸੀ ਮਕਾਨ ਨੰ: 203 ਘਰਤਾਪ ਨਗਰ ਜਗਰਾਓਂ ਬਿਆਨ ਕਰਦਾ ਹਾਂ ਕਿ ਮੇਰਾ ਲੜਕਾ ਮੇਰੇ ਕਹਿਣੇ ਤੋਂ ਬਾਹਰ ਹੈ। <box>385 478 749 508</box>
motor-notices <box>385 1458 749 1723</box>
section-rule <box>763 750 1506 753</box>
ranjit-body: ਅਮਰਗੜ੍ਹ 31 ਅਕਤੂਬਰ –ਜਸਵੀਰ ਸਿੰਘ ਵਜ਼ੀਦਗੜ੍ਹ– ਭਾਈ ਰਣਜੀਤ ਸਿੰਘ ਜੀ ਖ਼ਾਲਸਾ ਢੱਡਰੀਆਂ ਵਾਲਿਆਂ ਦੇ ਦੀਵਾਨਾਂ ਸਬੰਧੀ ਪ੍ਰਬੰਧਕਾਂ ਦੀ ਮੀਟਿੰਗ ਹੋਈ। ਮੀਟਿੰਗ ਵਿੱਚ ਦੀਵਾਨਾਂ ਦੀਆਂ ਤਿਆਰੀਆਂ ਬਾਰੇ ਵਿਚਾਰ ਚਰਚਾ ਕੀਤੀ ਗਈ ਅਤੇ ਵੱਖ-ਵੱਖ ਸੇਵਾਵਾਂ ਦੀ ਵੰਡ ਕੀਤੀ ਗਈ। <box>763 1064 1130 1108</box>
col2-notices <box>385 117 749 1422</box>
sanaur-photo-1 <box>963 1964 1310 2163</box>
col1-notices <box>6 117 370 1710</box>
notice-item: ਮੈਂ ਸਰਬਜੀਤ ਕੌਰ ਪਤਨੀ ਸੁੱਖਾ ਸਿੰਘ ਵਾਸੀ ਮਕਾਨ ਨੰਬਰ 7015 ਗਲੀ ਨੰਬਰ 14 ਬਿਆਨ ਕਰਦੀ ਹਾਂ ਕਿ ਮੇਰਾ ਲੜਕਾ ਮੇਰੇ ਕਹਿਣੇ ਤੋਂ ਬਾਹਰ ਹੈ। <box>385 593 749 624</box>
notice-item: ਅਸੀਂ ਮੇਜਰ ਸਿੰਘ ਪੁੱਤਰ ਜੱਗਾ ਸਿੰਘ ਅਤੇ ਕੁਲਵੰਤ ਕੌਰ ਪਤਨੀ ਮੇਜਰ ਸਿੰਘ ਵਾਸੀ ਪਿੰਡ ਬਨਭੌਰਾ ਤਹਿਸੀਲ ਅਮਰਗੜ੍ਹ ਬਿਆਨ ਕਰਦੇ ਹਾਂ ਕਿ ਸਾਡਾ ਲੜਕਾ ਅਤੇ ਨੂੰਹ ਸਾਡੇ ਕਹਿਣੇ ਤੋਂ ਬਾਹਰ ਹਨ। ਕੋਈ ਵੀ ਵਿਅਕਤੀ ਇਨ੍ਹਾਂ ਨਾਲ ਲੈਣ-ਦੇਣ ਕਰੇਗਾ ਤਾਂ ਉਹ ਖ਼ੁਦ ਜ਼ਿੰਮੇਵਾਰ ਹੋਵੇਗਾ। <box>6 374 370 439</box>
notice-item: ਮੈਂ ਰਾਮ ਲੁਭਾਇਆ ਪੁੱਤਰ ਸ਼ਰਨ ਦਾਸ ਵਾਸੀ ਲੁਧਿਆਣਾ ਬਿਆਨ ਕਰਦਾ ਹਾਂ ਕਿ ਮੇਰਾ ਲੜਕਾ ਮੇਰੇ ਕਹਿਣੇ ਤੋਂ ਬਾਹਰ ਹੈ। ਮੈਂ ਉਸਨੂੰ ਆਪਣੀ ਚੱਲ-ਅਚੱਲ ਜਾਇਦਾਦ ਤੋਂ ਬੇਦਖ਼ਲ ਕਰਦਾ ਹਾਂ। <box>6 502 370 550</box>
notice-item: ਅਸੀਂ ਅਜਮਲ ਖਾਨ ਪੁੱਤਰ ਸੁਲਤਾਨ ਖਾਨ ਵਾਸੀ ਮਕਾਨ ਨੰਬਰ 5/1667 ਵਾਰਡ ਨੰਬਰ 26 ਬਿਆਨ ਕਰਦੇ ਹਾਂ ਕਿ ਸਾਡਾ ਲੜਕਾ ਸਾਡੇ ਕਹਿਣੇ ਤੋਂ ਬਾਹਰ ਹੈ ਅਤੇ ਅਸੀਂ ਉਸਨੂੰ ਜਾਇਦਾਦ ਤੋਂ ਬੇਦਖ਼ਲ ਕਰਦੇ ਹਾਂ। <box>6 447 370 494</box>
section-rule <box>1144 1237 1506 1239</box>
